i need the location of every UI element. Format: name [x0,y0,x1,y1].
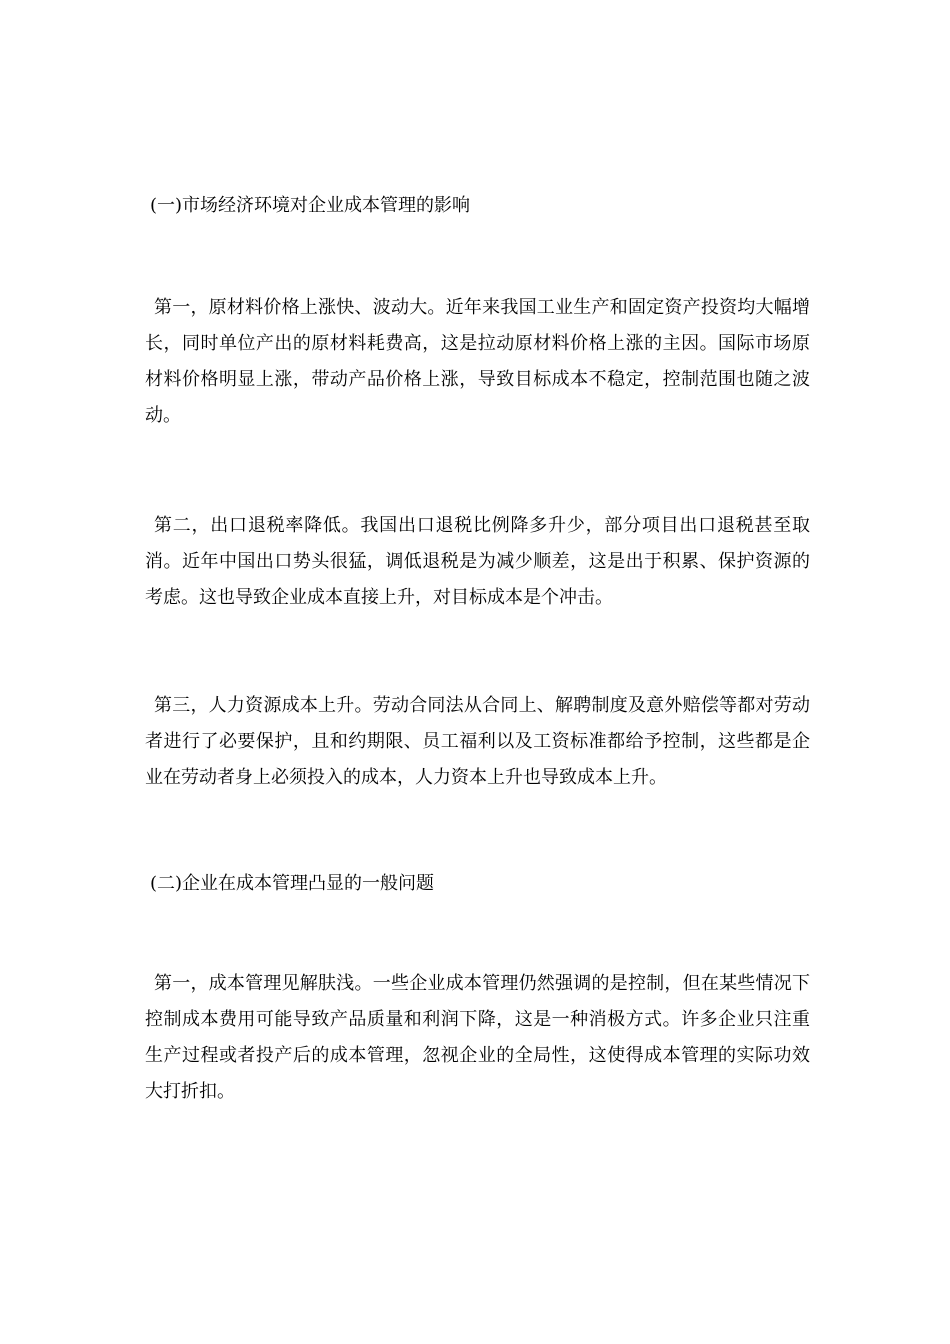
paragraph-export-tax-rebate: 第二，出口退税率降低。我国出口退税比例降多升少，部分项目出口退税甚至取消。近年中国出口势头很猛，调低退税是为减少顺差，这是出于积累、保护资源的考虑。这也导致企业成本直接上升，对目标成本是个冲击。 [145,515,810,608]
paragraph-labor-cost: 第三，人力资源成本上升。劳动合同法从合同上、解聘制度及意外赔偿等都对劳动者进行了必要保护，且和约期限、员工福利以及工资标准都给予控制，这些都是企业在劳动者身上必须投入的成本，人力资本上升也导致成本上升。 [145,695,810,788]
section-heading-1: (一)市场经济环境对企业成本管理的影响 [150,195,471,216]
paragraph-shallow-cost-management: 第一，成本管理见解肤浅。一些企业成本管理仍然强调的是控制，但在某些情况下控制成本费用可能导致产品质量和利润下降，这是一种消极方式。许多企业只注重生产过程或者投产后的成本管理，忽视企业的全局性，这使得成本管理的实际功效大打折扣。 [145,973,810,1102]
paragraph-raw-material-prices: 第一，原材料价格上涨快、波动大。近年来我国工业生产和固定资产投资均大幅增长，同时单位产出的原材料耗费高，这是拉动原材料价格上涨的主因。国际市场原材料价格明显上涨，带动产品价格上涨，导致目标成本不稳定，控制范围也随之波动。 [145,297,810,426]
section-heading-2: (二)企业在成本管理凸显的一般问题 [150,873,435,894]
